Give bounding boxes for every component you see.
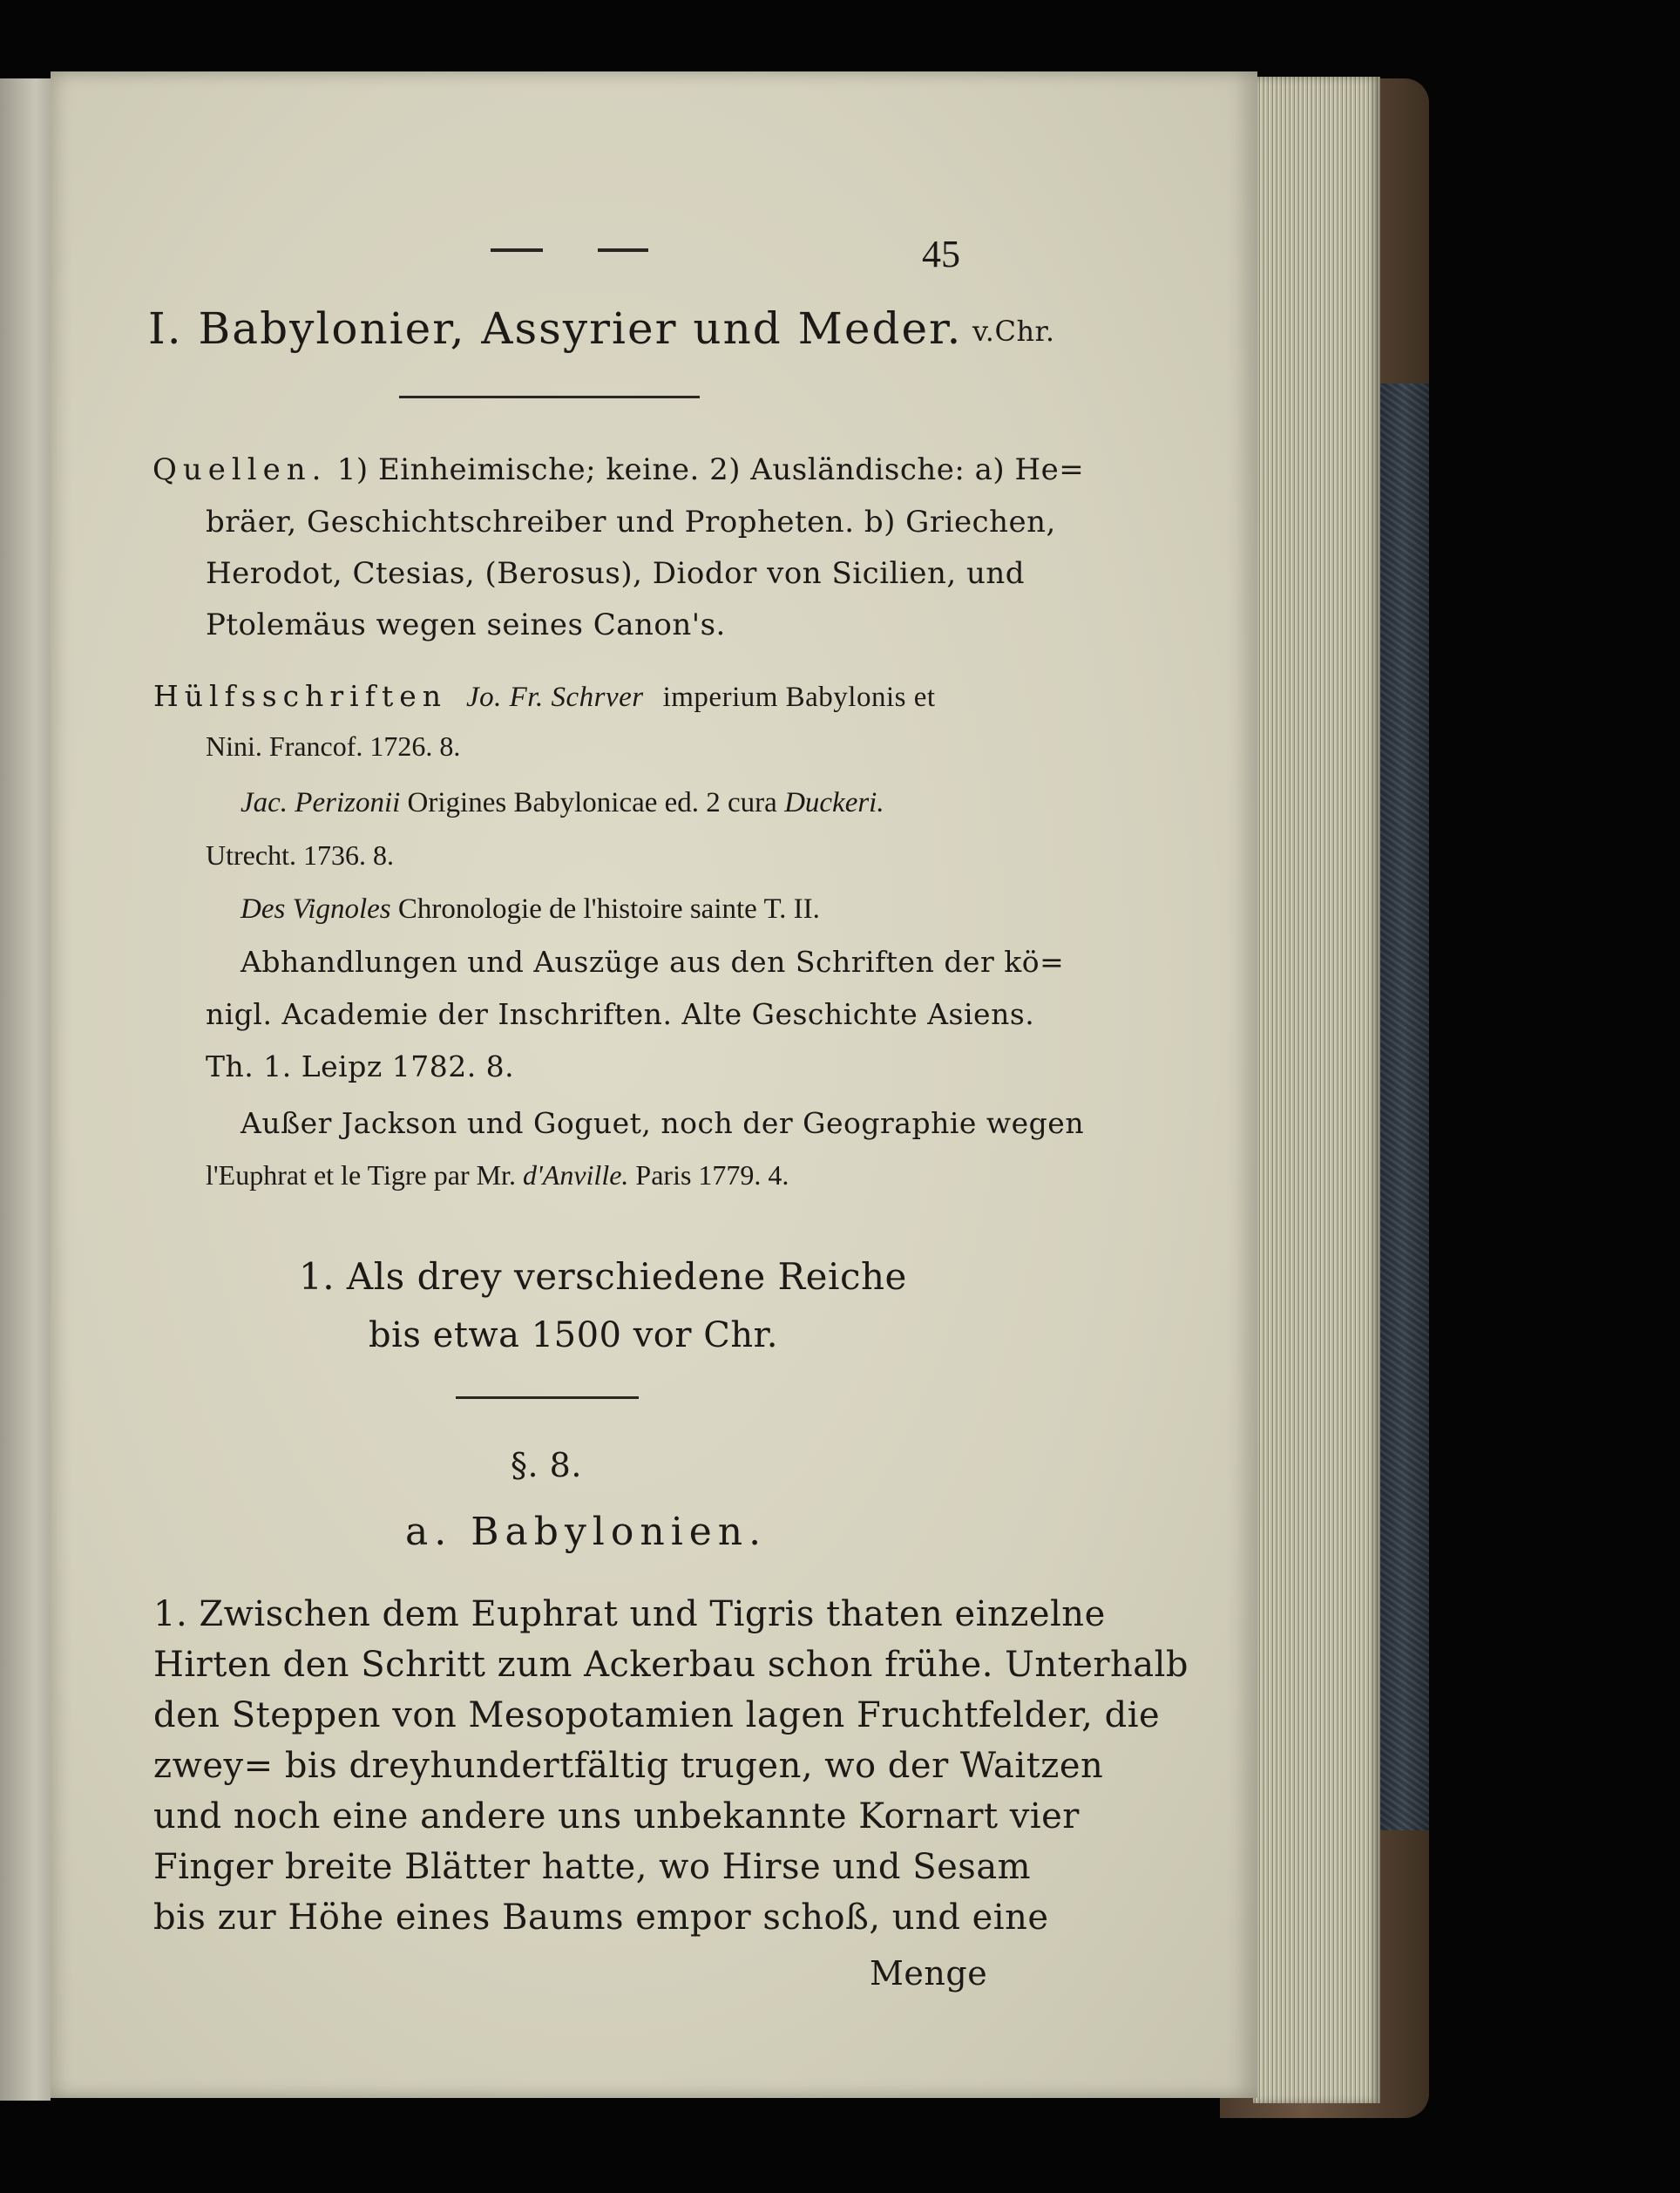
subheading: a. Babylonien. [405,1510,768,1554]
body-line-1: 1. Zwischen dem Euphrat und Tigris thaten einzelne [153,1594,1106,1634]
title-rule [399,396,700,398]
book-page [51,71,1257,2098]
paragraph-mark: §. 8. [511,1446,582,1484]
aids-author-5: d'Anville. [522,1159,629,1191]
body-line-3: den Steppen von Mesopotamien lagen Fruchtfelder, die [153,1695,1161,1735]
section-rule [456,1396,639,1399]
aids-entry-3: Des Vignoles Chronologie de l'histoire sainte T. II. [240,893,820,925]
sources-label: Quellen. [152,452,328,487]
aids-author-2: Jac. Perizonii [240,787,401,818]
sources-line-3: Herodot, Ctesias, (Berosus), Diodor von Sicilien, und [206,556,1026,591]
aids-entry-4-line-2: nigl. Academie der Inschriften. Alte Geschichte Asiens. [206,997,1035,1031]
aids-author-1: Jo. Fr. Schrver [465,682,644,713]
aids-entry-1-cont: Nini. Francof. 1726. 8. [206,730,461,762]
section-heading-line-2: bis etwa 1500 vor Chr. [369,1315,779,1355]
sources-line-4: Ptolemäus wegen seines Canon's. [206,608,726,642]
sources-line-1: Quellen. 1) Einheimische; keine. 2) Ausländische: a) He= [152,452,1085,487]
aids-entry-4-line-1: Abhandlungen und Auszüge aus den Schriften der kö= [240,945,1065,979]
sources-line-2: bräer, Geschichtschreiber und Propheten. b) Griechen, [206,505,1056,540]
body-line-5: und noch eine andere uns unbekannte Kornart vier [153,1796,1080,1837]
book-spine-cloth [1379,384,1429,1830]
body-line-7: bis zur Höhe eines Baums empor schoß, und eine [153,1898,1049,1938]
margin-note: v.Chr. [972,315,1055,348]
body-line-2: Hirten den Schritt zum Ackerbau schon frühe. Unterhalb [153,1645,1189,1685]
aids-entry-2-cont: Utrecht. 1736. 8. [206,839,394,871]
header-dash-1 [491,248,543,252]
aids-label: Hülfsschriften [153,679,447,713]
page-block-edges [1253,77,1380,2103]
header-dash-2 [598,248,648,252]
running-title: I. Babylonier, Assyrier und Meder. [148,303,963,354]
aids-entry-1: Hülfsschriften Jo. Fr. Schrver imperium Babylonis et [153,679,936,713]
aids-entry-2: Jac. Perizonii Origines Babylonicae ed. 2 cura Duckeri. [240,787,884,818]
aids-entry-5-line-2: l'Euphrat et le Tigre par Mr. d'Anville. Paris 1779. 4. [206,1159,789,1191]
body-line-4: zwey= bis dreyhundertfältig trugen, wo der Waitzen [153,1746,1104,1786]
page-number: 45 [922,233,960,275]
aids-author-3: Des Vignoles [240,893,391,925]
aids-editor-2: Duckeri. [784,787,884,818]
aids-entry-5-line-1: Außer Jackson und Goguet, noch der Geographie wegen [240,1106,1085,1140]
facing-page-edge [0,78,51,2101]
aids-entry-4-line-3: Th. 1. Leipz 1782. 8. [206,1049,515,1083]
catchword: Menge [870,1954,988,1993]
section-heading-line-1: 1. Als drey verschiedene Reiche [299,1255,907,1298]
body-line-6: Finger breite Blätter hatte, wo Hirse und Sesam [153,1847,1032,1887]
